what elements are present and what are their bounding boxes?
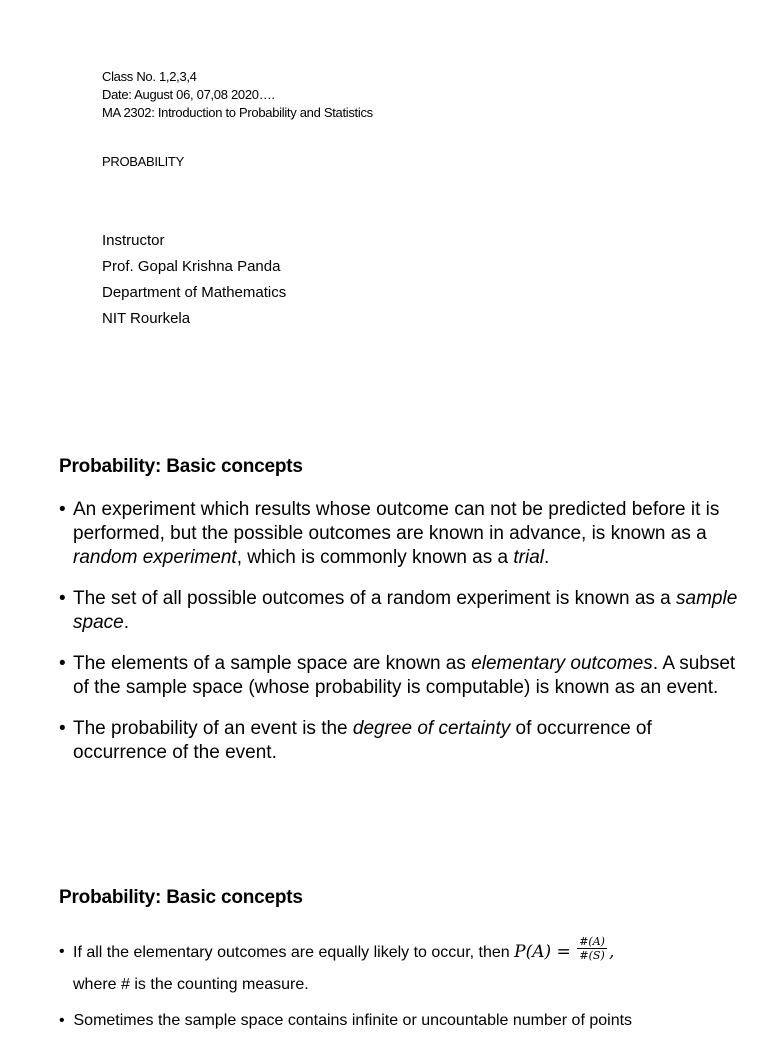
bullet-text-a: The set of all possible outcomes of a random experiment is known as a: [73, 588, 677, 609]
slide2-heading: Probability: Basic concepts: [59, 887, 303, 908]
department-name: Department of Mathematics: [102, 284, 287, 301]
bullet-text: If all the elementary outcomes are equally likely to occur, then: [73, 944, 515, 961]
list-item: [59, 717, 739, 765]
bullet-text-c: .: [544, 547, 550, 568]
slide2-bullet-list: [59, 936, 749, 1001]
term-elementary-outcomes: elementary outcomes: [471, 653, 653, 674]
instructor-block: [102, 228, 286, 332]
slide1-heading: Probability: Basic concepts: [59, 456, 303, 477]
term-sample-space: sample space: [73, 588, 738, 633]
bullet-text-b: of occurrence of occurrence of the event.: [73, 718, 652, 763]
term-degree-of-certainty: degree of certainty: [352, 718, 511, 739]
bullet-icon: •: [59, 718, 66, 739]
fraction-denominator: #(S): [579, 949, 605, 963]
bullet-text-b: , which is commonly known as a: [236, 547, 514, 568]
cut-off-bullet: [59, 1012, 759, 1042]
bullet-text-line2: where # is the counting measure.: [73, 976, 309, 993]
fraction-numerator: #(A): [579, 935, 605, 949]
bullet-text-a: The elements of a sample space are known as: [73, 653, 472, 674]
bullet-text-b: .: [123, 612, 129, 633]
bullet-text-a: An experiment which results whose outcome can not be predicted before it is performed, but the possible outcomes are known in advance, is known as a: [73, 499, 720, 544]
term-random-experiment: random experiment: [73, 547, 237, 568]
bullet-text-b: . A subset of the sample space (whose probability is computable) is known as an event.: [73, 653, 736, 698]
class-date: Date: August 06, 07,08 2020….: [102, 87, 275, 102]
probability-fraction: [577, 935, 607, 962]
list-item: [59, 587, 739, 635]
course-title: MA 2302: Introduction to Probability and Statistics: [102, 105, 373, 120]
bullet-icon: •: [59, 588, 66, 609]
title-block: [102, 68, 373, 122]
instructor-name: Prof. Gopal Krishna Panda: [102, 258, 281, 275]
bullet-icon: •: [59, 499, 66, 520]
topic-heading: PROBABILITY: [102, 154, 184, 169]
list-item: [59, 936, 749, 1001]
bullet-text-a: The probability of an event is the: [73, 718, 353, 739]
formula-trail: ,: [608, 942, 615, 962]
class-number: Class No. 1,2,3,4: [102, 69, 197, 84]
institute-name: NIT Rourkela: [102, 310, 191, 327]
formula-lhs: P(A) =: [514, 942, 571, 962]
bullet-icon: •: [59, 653, 66, 674]
bullet-icon: •: [59, 943, 65, 960]
term-trial: trial: [513, 547, 544, 568]
list-item: [59, 498, 739, 570]
instructor-label: Instructor: [102, 232, 165, 249]
slide1-bullet-list: [59, 498, 739, 782]
list-item: [59, 652, 739, 700]
bullet-text-partial: Sometimes the sample space contains infinite or uncountable number of points: [73, 1012, 633, 1029]
bullet-icon: •: [59, 1012, 65, 1029]
